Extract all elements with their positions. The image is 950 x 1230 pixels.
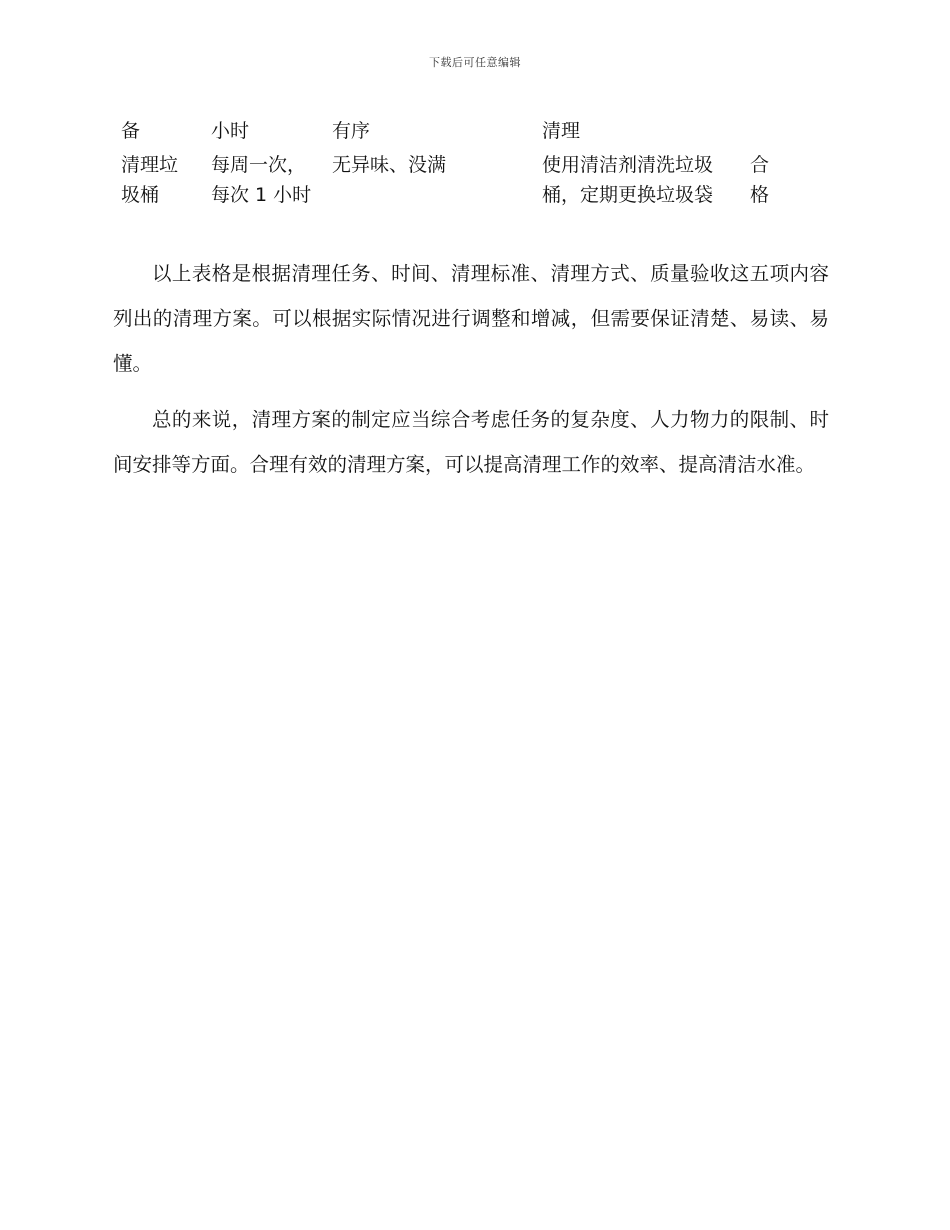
cell-standard: 无异味、没满 [332,154,447,176]
cleaning-plan-table [121,116,821,240]
body-paragraph: 总的来说，清理方案的制定应当综合考虑任务的复杂度、人力物力的限制、时间安排等方面。合理有效的清理方案，可以提高清理工作的效率、提高清洁水准。 [113,408,829,476]
table-row [121,150,821,240]
table-row [121,116,821,150]
cell-acceptance: 合格 [750,154,770,206]
cell-method: 清理 [542,120,581,142]
cell-time: 每周一次，每次 1 小时 [211,154,312,206]
page-header: 下载后可任意编辑 [429,56,521,69]
cell-task: 备 [121,120,141,142]
cell-standard: 有序 [332,120,371,142]
body-paragraph: 以上表格是根据清理任务、时间、清理标准、清理方式、质量验收这五项内容列出的清理方案。可以根据实际情况进行调整和增减，但需要保证清楚、易读、易懂。 [113,262,829,375]
cell-time: 小时 [211,120,250,142]
cell-method: 使用清洁剂清洗垃圾桶，定期更换垃圾袋 [542,154,714,206]
cell-task: 清理垃圾桶 [121,154,179,206]
